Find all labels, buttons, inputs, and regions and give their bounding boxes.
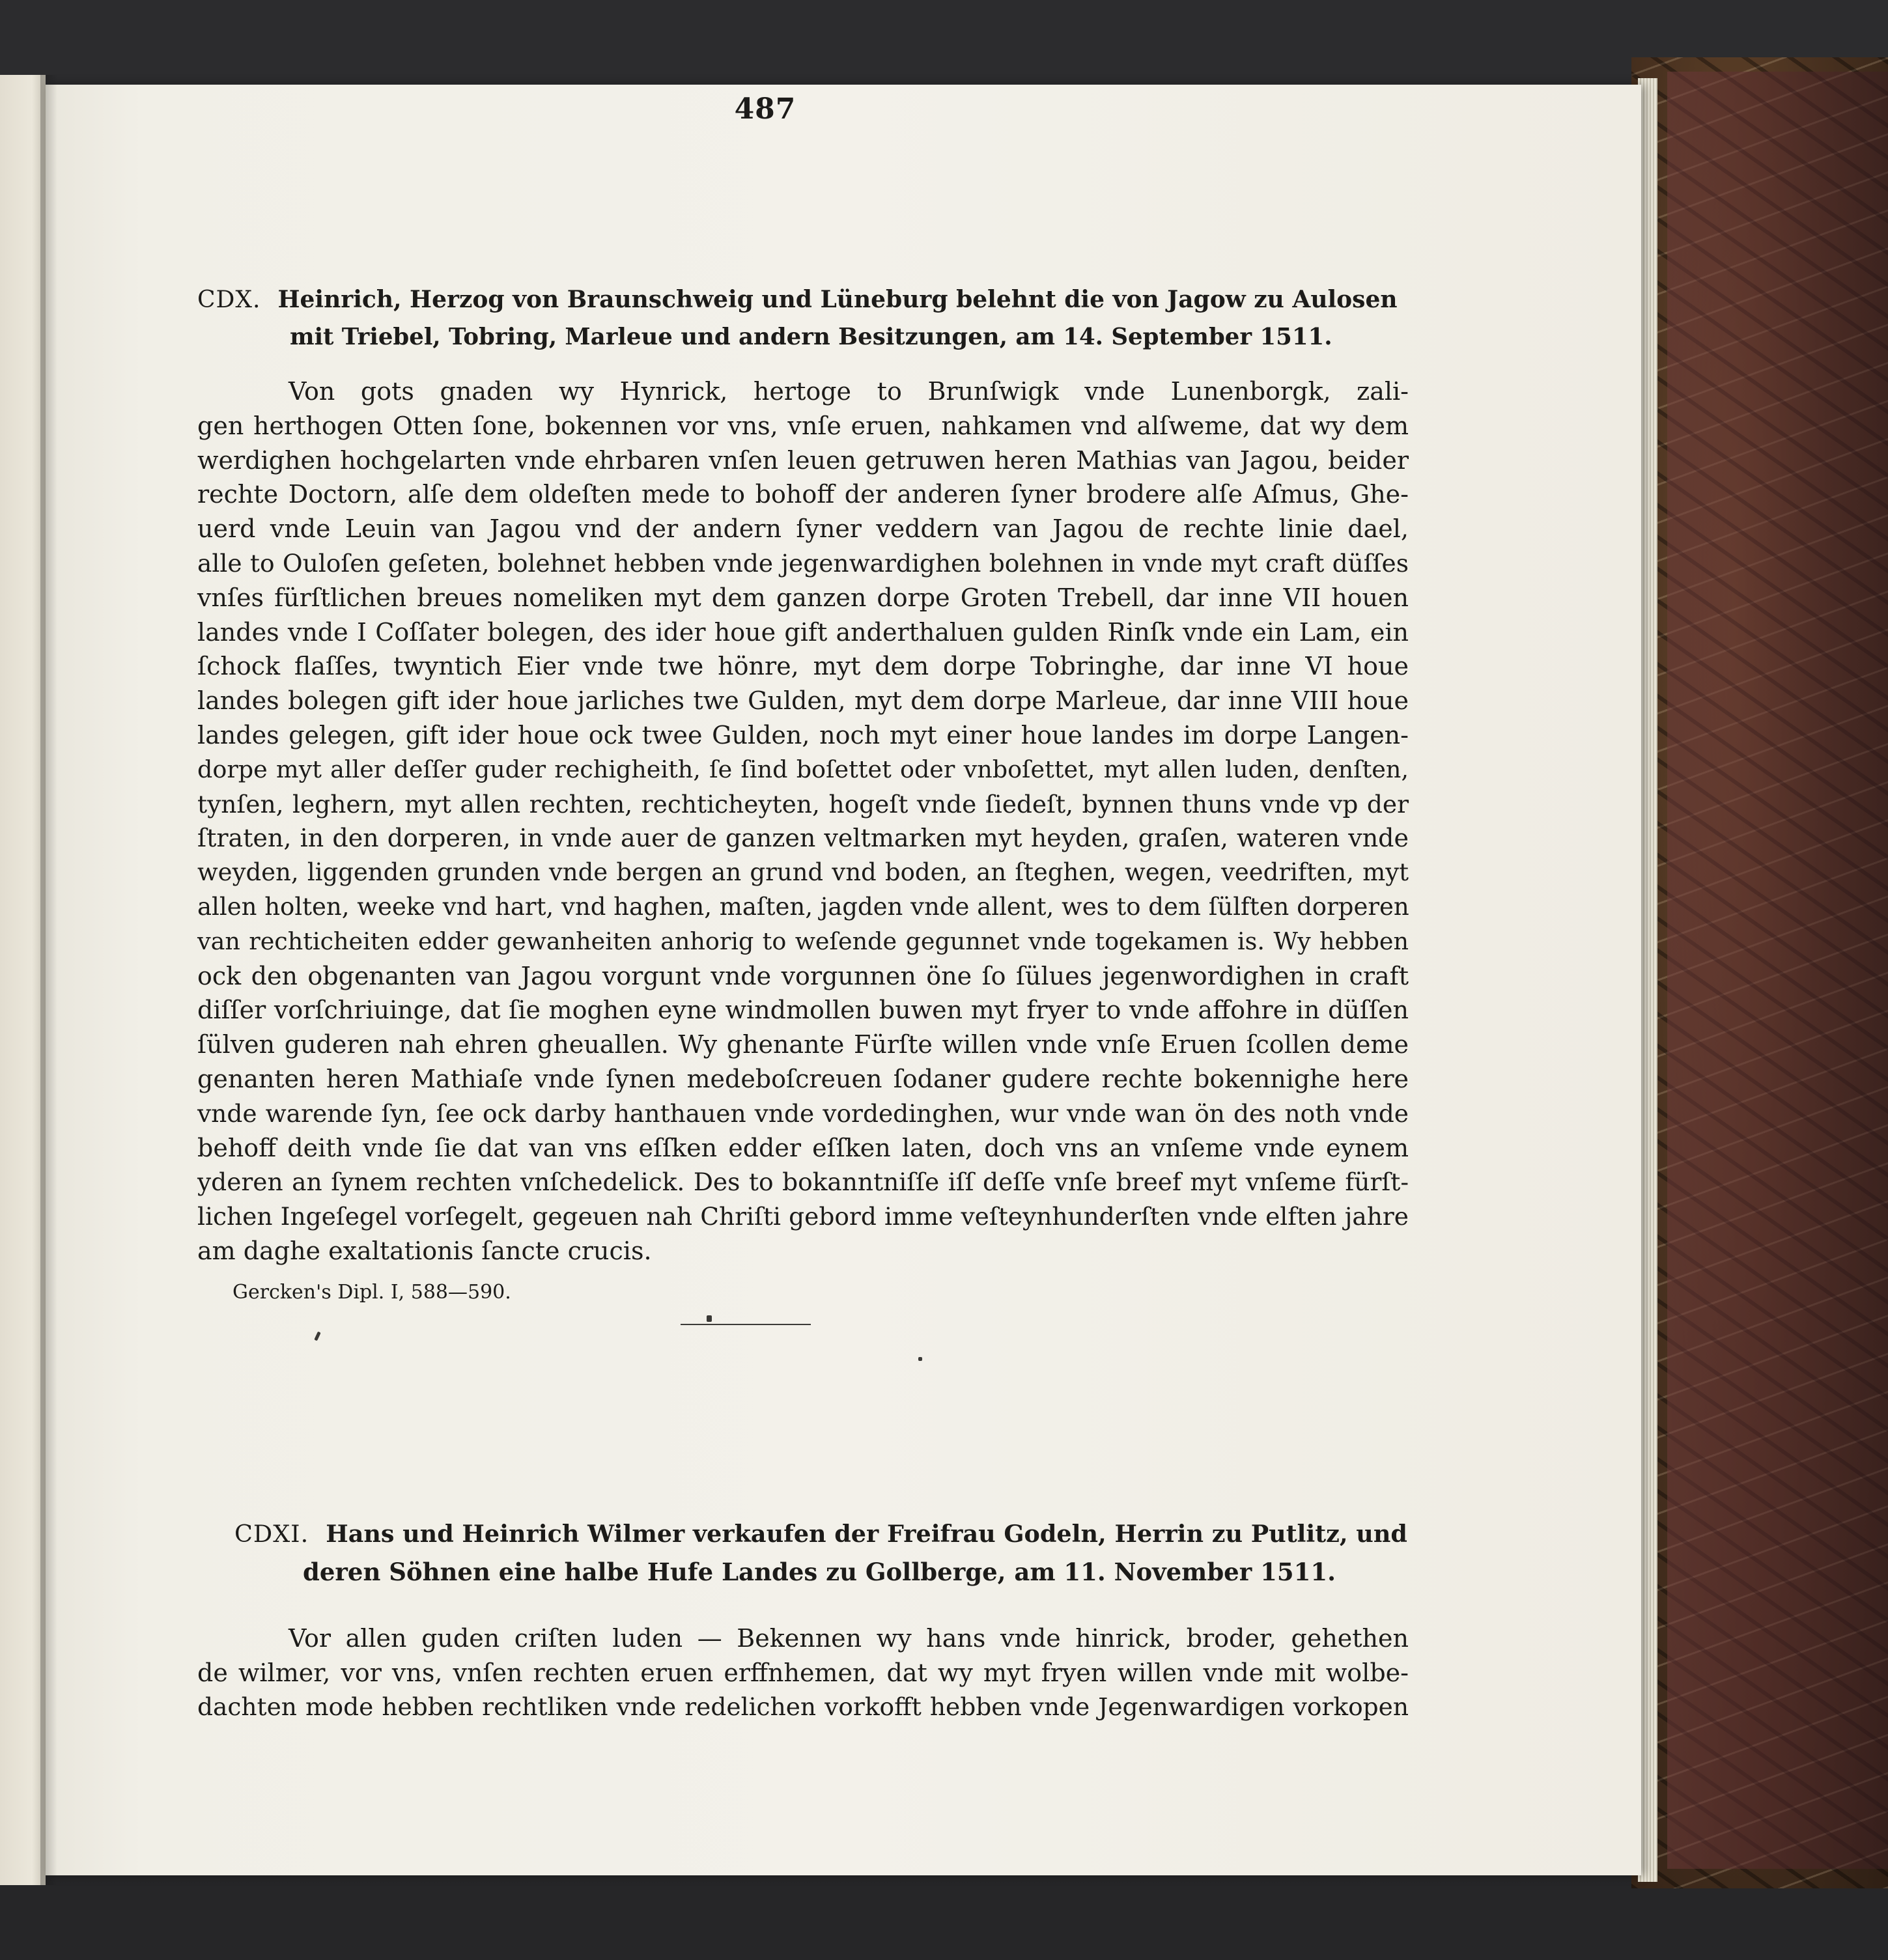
document-heading-continued: deren Söhnen eine halbe Hufe Landes zu Gollberge, am 11. November 1511. xyxy=(303,1558,1336,1586)
heading-line: Hans und Heinrich Wilmer verkaufen der Freifrau Godeln, Herrin zu Putlitz, und xyxy=(326,1520,1407,1548)
body-text-line: behoff deith vnde ſie dat van vns eſſken edder eſſken laten, doch vns an vnſeme vnde eynem xyxy=(197,1133,1409,1162)
body-text-line: dachten mode hebben rechtliken vnde redelichen vorkofft hebben vnde Jegenwardigen vorkopen xyxy=(197,1692,1409,1721)
paper-speck xyxy=(918,1357,922,1361)
body-text-line: vnde warende ſyn, ſee ock darby hanthauen vnde vordedinghen, wur vnde wan ön des noth vnde xyxy=(197,1099,1409,1128)
body-text-line: diſſer vorſchriuinge, dat ſie moghen eyne windmollen buwen myt fryer to vnde affohre in düſſen xyxy=(197,996,1409,1025)
body-text-line: van rechticheiten edder gewanheiten anhorig to weſende gegunnet vnde togekamen is. Wy hebben xyxy=(197,927,1409,955)
body-text-line: genanten heren Mathiaſe vnde ſynen medeboſcreuen ſodaner gudere rechte bokennighe here xyxy=(197,1065,1409,1093)
page-number: 487 xyxy=(734,92,796,126)
book-cover-board xyxy=(1667,72,1888,1869)
body-text-line: landes bolegen gift ider houe jarliches twe Gulden, myt dem dorpe Marleue, dar inne VIII houe xyxy=(197,686,1409,716)
document-heading xyxy=(234,1516,1407,1552)
body-text-line: ſchock flaſſes, twyntich Eier vnde twe hönre, myt dem dorpe Tobringhe, dar inne VI houe xyxy=(197,652,1409,681)
body-text-line: de wilmer, vor vns, vnſen rechten eruen erffnhemen, dat wy myt fryen willen vnde mit wolbe- xyxy=(197,1658,1409,1687)
document-heading xyxy=(197,281,1409,318)
body-text-line: werdighen hochgelarten vnde ehrbaren vnſen leuen getruwen heren Mathias van Jagou, beider xyxy=(197,445,1409,475)
body-text-line: dorpe myt aller deſſer guder rechigheith, ſe ſind boſettet oder vnboſettet, myt allen luden, denſten, xyxy=(197,755,1409,783)
body-text-line: allen holten, weeke vnd hart, vnd haghen, maſten, jagden vnde allent, wes to dem ſülften dorperen xyxy=(197,893,1409,921)
facing-page-edge xyxy=(0,75,46,1885)
body-text-line: rechte Doctorn, alſe dem oldeſten mede to bohoff der anderen ſyner brodere alſe Aſmus, Ghe- xyxy=(197,480,1409,509)
heading-line: Heinrich, Herzog von Braunschweig und Lüneburg belehnt die von Jagow zu Aulosen xyxy=(277,286,1398,313)
body-text-line: tynſen, leghern, myt allen rechten, rechticheyten, hogeſt vnde ſiedeſt, bynnen thuns vnde vp der xyxy=(197,789,1409,819)
body-text-line: lichen Ingeſegel vorſegelt, gegeuen nah Chriſti gebord imme veſteynhunderſten vnde elften jahre xyxy=(197,1202,1409,1231)
section-divider xyxy=(681,1324,811,1325)
body-text-line: yderen an ſynem rechten vnſchedelick. Des to bokanntniſſe iſſ deſſe vnſe breef myt vnſeme fürſt- xyxy=(197,1168,1409,1197)
body-text-line: vnſes fürſtlichen breues nomeliken myt dem ganzen dorpe Groten Trebell, dar inne VII houen xyxy=(197,583,1409,612)
body-text-line: uerd vnde Leuin van Jagou vnd der andern ſyner veddern van Jagou de rechte linie dael, xyxy=(197,514,1409,544)
body-text-line: weyden, liggenden grunden vnde bergen an grund vnd boden, an ſteghen, wegen, veedriften, myt xyxy=(197,858,1409,887)
document-heading-continued: mit Triebel, Tobring, Marleue und andern Besitzungen, am 14. September 1511. xyxy=(290,324,1332,350)
body-text-line: ſülven guderen nah ehren gheuallen. Wy ghenante Fürſte willen vnde vnſe Eruen ſcollen deme xyxy=(197,1030,1409,1059)
body-text-line: landes vnde I Coſſater bolegen, des ider houe gift anderthaluen gulden Rinſk vnde ein Lam, ein xyxy=(197,617,1409,647)
body-text-line: alle to Ouloſen geſeten, bolehnet hebben vnde jegenwardighen bolehnen in vnde myt craft düſſes xyxy=(197,549,1409,578)
body-text-line: am daghe exaltationis ſancte crucis. xyxy=(197,1237,652,1265)
document-number: CDXI. xyxy=(234,1520,309,1548)
body-text-line: Von gots gnaden wy Hynrick, hertoge to Brunſwigk vnde Lunenborgk, zali- xyxy=(289,377,1409,406)
gutter-shadow xyxy=(40,75,57,1885)
body-text-line: Vor allen guden criſten luden — Bekennen wy hans vnde hinrick, broder, gehethen xyxy=(289,1624,1409,1653)
paper-speck xyxy=(707,1315,712,1322)
body-text-line: gen herthogen Otten ſone, bokennen vor vns, vnſe eruen, nahkamen vnd alſweme, dat wy dem xyxy=(197,411,1409,440)
source-citation: Gercken's Dipl. I, 588—590. xyxy=(232,1281,511,1304)
document-number: CDX. xyxy=(197,287,261,313)
body-text-line: ſtraten, in den dorperen, in vnde auer de ganzen veltmarken myt heyden, graſen, wateren vnde xyxy=(197,824,1409,853)
body-text-line: landes gelegen, gift ider houe ock twee Gulden, noch myt einer houe landes im dorpe Langen- xyxy=(197,721,1409,749)
body-text-line: ock den obgenanten van Jagou vorgunt vnde vorgunnen öne ſo ſülues jegenwordighen in craft xyxy=(197,961,1409,990)
